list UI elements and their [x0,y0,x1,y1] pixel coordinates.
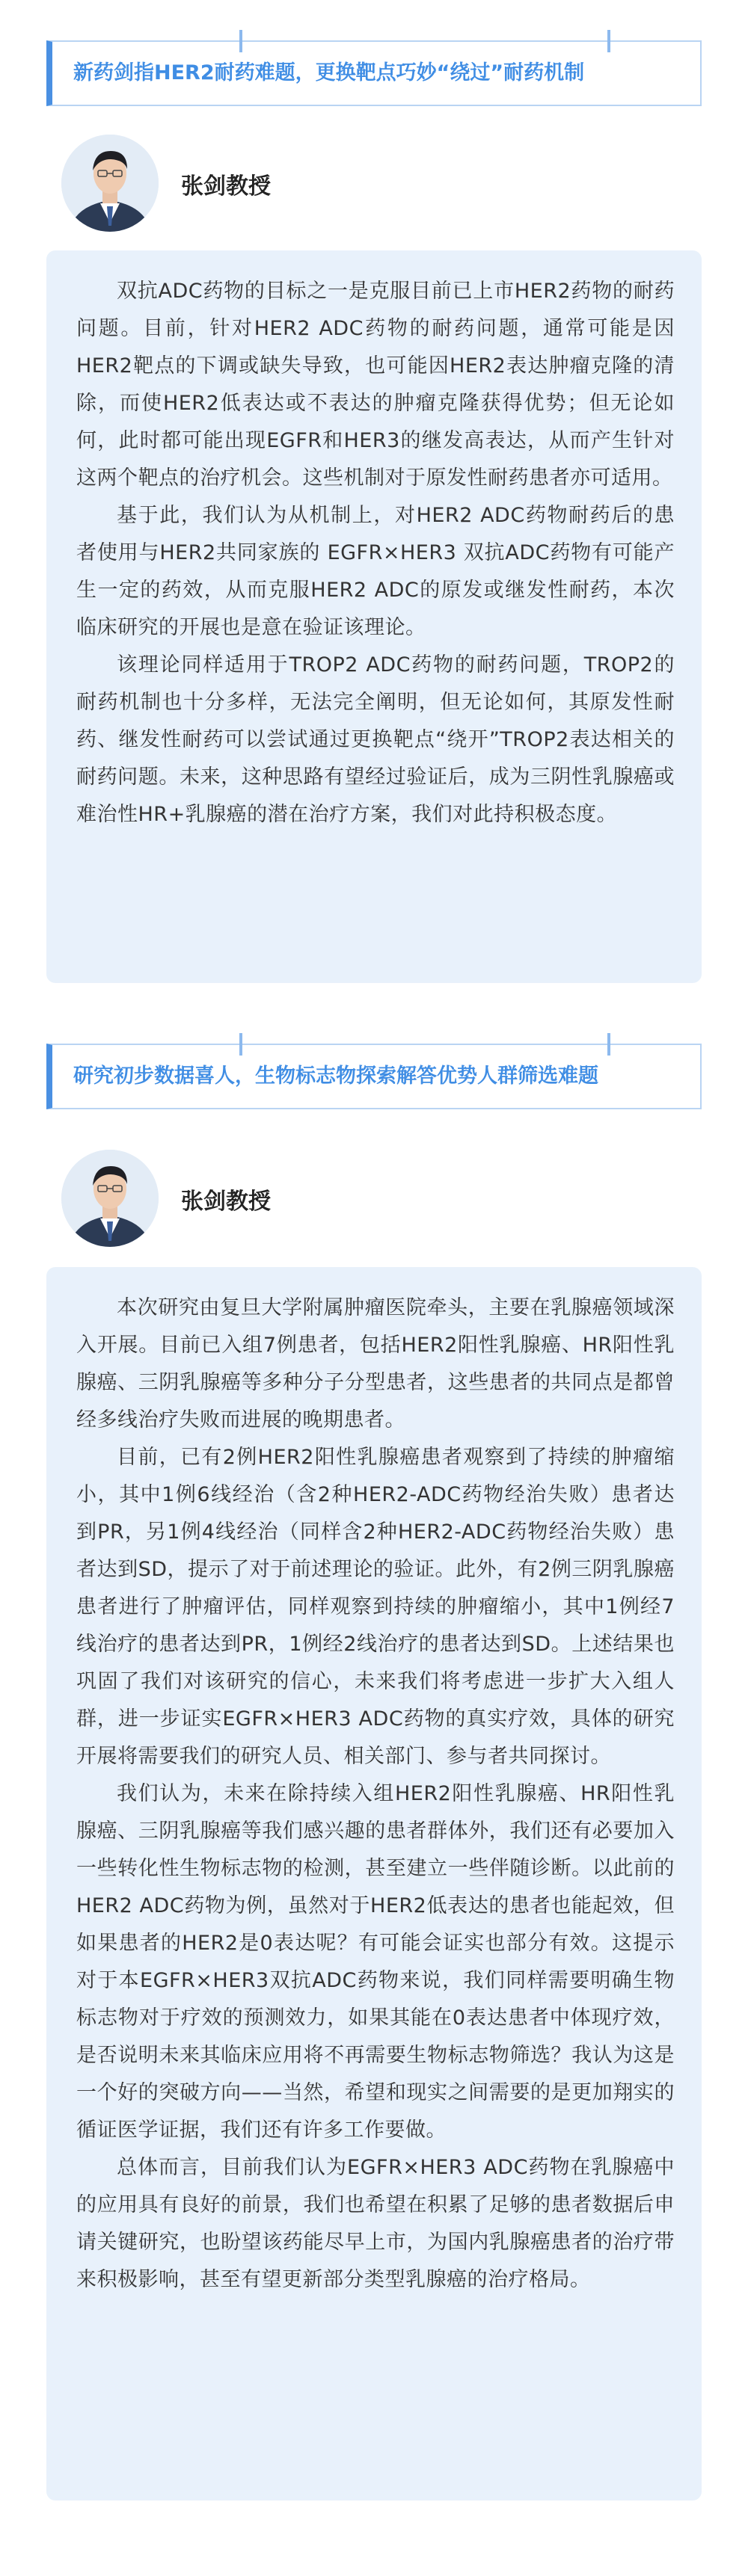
heading-decoration [607,1033,610,1056]
paragraph: 该理论同样适用于TROP2 ADC药物的耐药问题，TROP2的耐药机制也十分多样，无法完全阐明，但无论如何，其原发性耐药、继发性耐药可以尝试通过更换靶点“绕开”TROP2表达相关的耐药问题。未来，这种思路有望经过验证后，成为三阴性乳腺癌或难治性HR+乳腺癌的潜在治疗方案，我们对此持积极态度。 [76,653,675,826]
paragraph: 双抗ADC药物的目标之一是克服目前已上市HER2药物的耐药问题。目前，针对HER2 ADC药物的耐药问题，通常可能是因HER2靶点的下调或缺失导致，也可能因HER2表达肿瘤克隆的清除，而使HER2低表达或不表达的肿瘤克隆获得优势；但无论如何，此时都可能出现EGFR和HER3的继发高表达，从而产生针对这两个靶点的治疗机会。这些机制对于原发性耐药患者亦可适用。 [76,280,675,490]
section-heading-box [46,40,702,106]
author-name: 张剑教授 [181,1189,271,1215]
section-heading-box [46,1044,702,1109]
heading-decoration [607,30,610,52]
avatar [61,1150,159,1247]
paragraph: 目前，已有2例HER2阳性乳腺癌患者观察到了持续的肿瘤缩小，其中1例6线经治（含2种HER2-ADC药物经治失败）患者达到PR，另1例4线经治（同样含2种HER2-ADC药物经治失败）患者达到SD，提示了对于前述理论的验证。此外，有2例三阴乳腺癌患者进行了肿瘤评估，同样观察到持续的肿瘤缩小，其中1例经7线治疗的患者达到PR，1例经2线治疗的患者达到SD。上述结果也巩固了我们对该研究的信心，未来我们将考虑进一步扩大入组人群，进一步证实EGFR×HER3 ADC药物的真实疗效，具体的研究开展将需要我们的研究人员、相关部门、参与者共同探讨。 [76,1446,675,1768]
paragraph: 总体而言，目前我们认为EGFR×HER3 ADC药物在乳腺癌中的应用具有良好的前景，我们也希望在积累了足够的患者数据后申请关键研究，也盼望该药能尽早上市，为国内乳腺癌患者的治疗带来积极影响，甚至有望更新部分类型乳腺癌的治疗格局。 [76,2156,675,2291]
paragraph: 本次研究由复旦大学附属肿瘤医院牵头，主要在乳腺癌领域深入开展。目前已入组7例患者，包括HER2阳性乳腺癌、HR阳性乳腺癌、三阴乳腺癌等多种分子分型患者，这些患者的共同点是都曾经多线治疗失败而进展的晚期患者。 [76,1296,675,1432]
section-heading: 研究初步数据喜人，生物标志物探索解答优势人群筛选难题 [73,1064,598,1088]
content-box [46,1267,702,2500]
section-heading: 新药剑指HER2耐药难题，更换靶点巧妙“绕过”耐药机制 [73,61,585,84]
author-name: 张剑教授 [181,173,271,200]
paragraph: 我们认为，未来在除持续入组HER2阳性乳腺癌、HR阳性乳腺癌、三阴乳腺癌等我们感兴趣的患者群体外，我们还有必要加入一些转化性生物标志物的检测，甚至建立一些伴随诊断。以此前的HER2 ADC药物为例，虽然对于HER2低表达的患者也能起效，但如果患者的HER2是0表达呢？有可能会证实也部分有效。这提示对于本EGFR×HER3双抗ADC药物来说，我们同样需要明确生物标志物对于疗效的预测效力，如果其能在0表达患者中体现疗效，是否说明未来其临床应用将不再需要生物标志物筛选？我认为这是一个好的突破方向——当然，希望和现实之间需要的是更加翔实的循证医学证据，我们还有许多工作要做。 [76,1782,675,2142]
paragraph: 基于此，我们认为从机制上，对HER2 ADC药物耐药后的患者使用与HER2共同家族的 EGFR×HER3 双抗ADC药物有可能产生一定的药效，从而克服HER2 ADC的原发或继发性耐药，本次临床研究的开展也是意在验证该理论。 [76,504,675,639]
content-box [46,250,702,983]
avatar [61,135,159,232]
